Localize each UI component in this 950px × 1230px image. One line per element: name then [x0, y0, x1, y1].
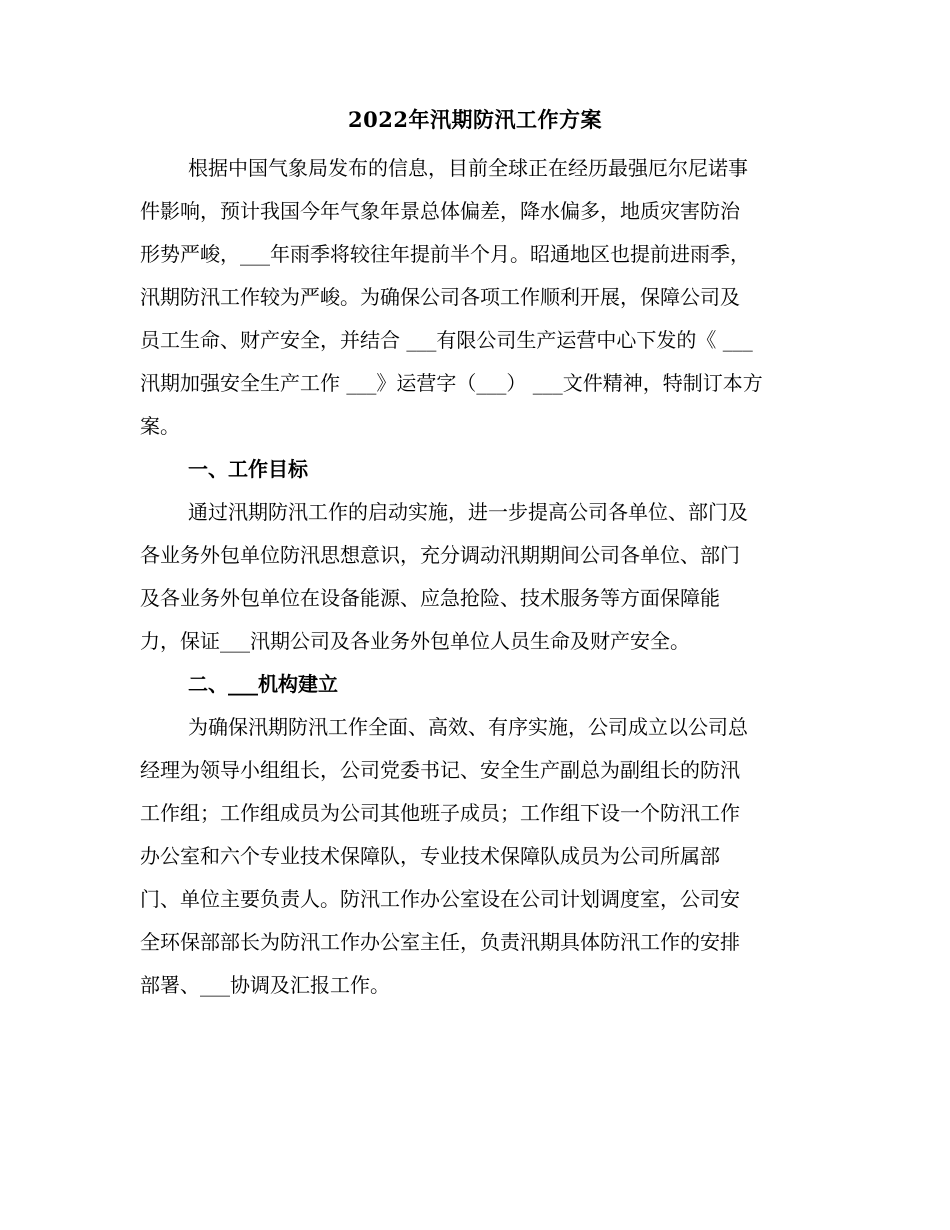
paragraph-line: 汛期加强安全生产工作 ___》运营字（___） ___文件精神，特制订本方	[140, 371, 763, 395]
paragraph-line: 门、单位主要负责人。防汛工作办公室设在公司计划调度室，公司安	[140, 887, 740, 911]
paragraph-line: 汛期防汛工作较为严峻。为确保公司各项工作顺利开展，保障公司及	[140, 285, 740, 309]
paragraph-line: 形势严峻，___年雨季将较往年提前半个月。昭通地区也提前进雨季，	[140, 242, 750, 266]
paragraph-line: 案。	[140, 414, 180, 438]
paragraph-line: 全环保部部长为防汛工作办公室主任，负责汛期具体防汛工作的安排	[140, 930, 740, 954]
document-title: 2022年汛期防汛工作方案	[348, 107, 602, 132]
paragraph-line: 为确保汛期防汛工作全面、高效、有序实施，公司成立以公司总	[188, 715, 748, 739]
paragraph-line: 各业务外包单位防汛思想意识，充分调动汛期期间公司各单位、部门	[140, 543, 740, 567]
paragraph-line: 工作组；工作组成员为公司其他班子成员；工作组下设一个防汛工作	[140, 801, 740, 825]
paragraph-line: 根据中国气象局发布的信息，目前全球正在经历最强厄尔尼诺事	[188, 156, 748, 180]
paragraph-line: 办公室和六个专业技术保障队，专业技术保障队成员为公司所属部	[140, 844, 720, 868]
paragraph-line: 及各业务外包单位在设备能源、应急抢险、技术服务等方面保障能	[140, 586, 720, 610]
paragraph-line: 经理为领导小组组长，公司党委书记、安全生产副总为副组长的防汛	[140, 758, 740, 782]
section-heading: 一、工作目标	[188, 457, 308, 481]
paragraph-line: 件影响，预计我国今年气象年景总体偏差，降水偏多，地质灾害防治	[140, 199, 740, 223]
section-heading: 二、___机构建立	[188, 672, 338, 696]
paragraph-line: 通过汛期防汛工作的启动实施，进一步提高公司各单位、部门及	[188, 500, 748, 524]
paragraph-line: 部署、___协调及汇报工作。	[140, 973, 390, 997]
paragraph-line: 力，保证___汛期公司及各业务外包单位人员生命及财产安全。	[140, 629, 690, 653]
paragraph-line: 员工生命、财产安全，并结合 ___有限公司生产运营中心下发的《 ___	[140, 328, 753, 352]
